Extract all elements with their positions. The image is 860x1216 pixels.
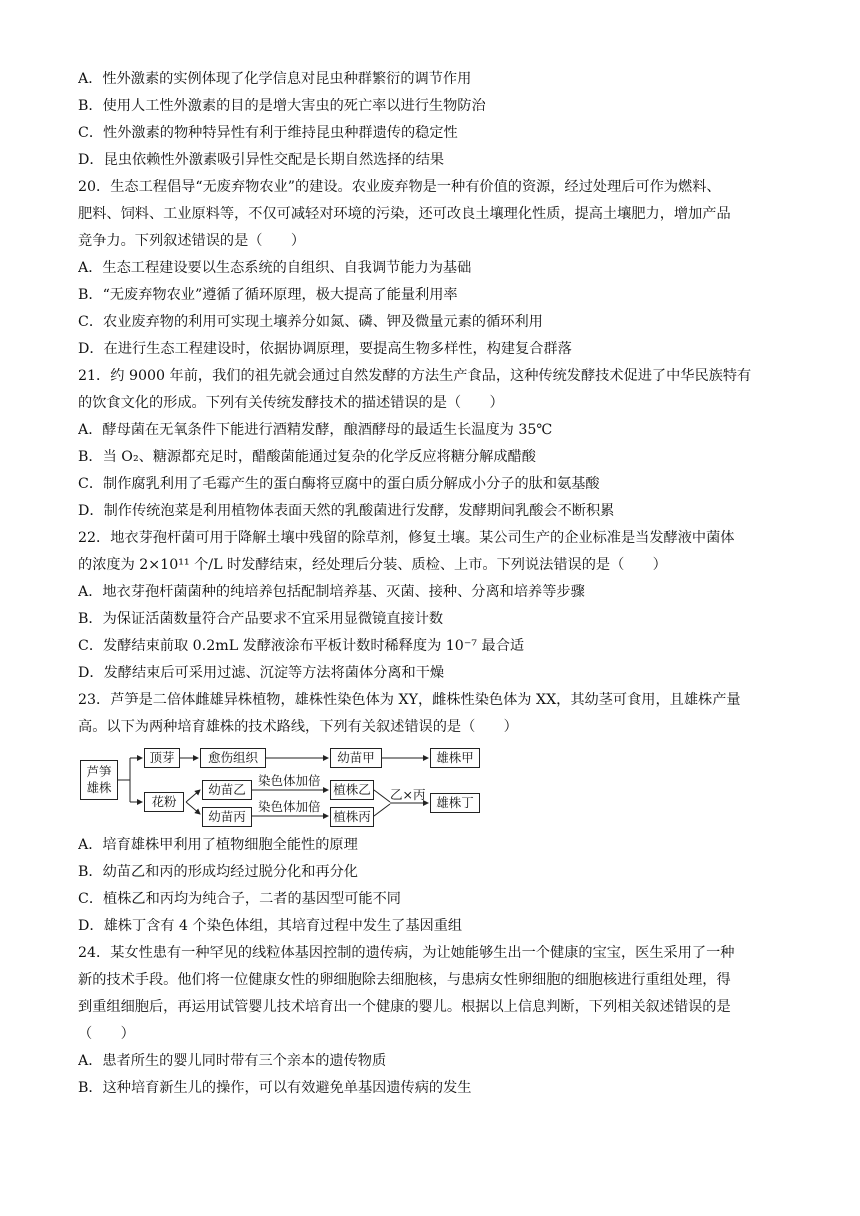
- q21-stem-line: 21．约 9000 年前，我们的祖先就会通过自然发酵的方法生产食品，这种传统发酵技术促进了中华民族特有: [78, 368, 752, 384]
- q20-stem-line: 20．生态工程倡导“无废弃物农业”的建设。农业废弃物是一种有价值的资源，经过处理后可作为燃料、: [78, 179, 721, 195]
- chromosome-doubling-label: 染色体加倍: [258, 773, 321, 788]
- q24-stem-line: （ ）: [78, 1026, 135, 1042]
- q22-option-b: B．为保证活菌数量符合产品要求不宜采用显微镜直接计数: [78, 611, 444, 627]
- q19-option-a: A．性外激素的实例体现了化学信息对昆虫种群繁衍的调节作用: [78, 71, 472, 87]
- q20-option-d: D．在进行生态工程建设时，依据协调原理，要提高生物多样性，构建复合群落: [78, 341, 572, 357]
- seedling-yi-box: 幼苗乙: [202, 780, 252, 800]
- q22-option-c: C．发酵结束前取 0.2mL 发酵液涂布平板计数时稀释度为 10⁻⁷ 最合适: [78, 638, 525, 654]
- q21-option-d: D．制作传统泡菜是利用植物体表面天然的乳酸菌进行发酵，发酵期间乳酸会不断积累: [78, 503, 615, 519]
- breeding-route-diagram: [78, 746, 482, 830]
- q24-stem-line: 到重组细胞后，再运用试管婴儿技术培育出一个健康的婴儿。根据以上信息判断，下列相关叙述错误的是: [78, 999, 731, 1015]
- q20-stem-line: 竞争力。下列叙述错误的是（ ）: [78, 233, 306, 249]
- q22-option-d: D．发酵结束后可采用过滤、沉淀等方法将菌体分离和干燥: [78, 665, 445, 681]
- seedling-jia-box: 幼苗甲: [330, 748, 382, 768]
- plant-bing-box: 植株丙: [330, 807, 374, 827]
- male-jia-box: 雄株甲: [430, 748, 480, 768]
- plant-yi-box: 植株乙: [330, 780, 374, 800]
- q22-stem-line: 22．地衣芽孢杆菌可用于降解土壤中残留的除草剂，修复土壤。某公司生产的企业标准是当发酵液中菌体: [78, 530, 735, 546]
- q23-option-c: C．植株乙和丙均为纯合子，二者的基因型可能不同: [78, 891, 401, 907]
- q24-option-b: B．这种培育新生儿的操作，可以有效避免单基因遗传病的发生: [78, 1080, 472, 1096]
- q24-stem-line: 24．某女性患有一种罕见的线粒体基因控制的遗传病，为让她能够生出一个健康的宝宝，医生采用了一种: [78, 945, 735, 961]
- q19-option-d: D．昆虫依赖性外激素吸引异性交配是长期自然选择的结果: [78, 152, 445, 168]
- q24-option-a: A．患者所生的婴儿同时带有三个亲本的遗传物质: [78, 1053, 387, 1069]
- callus-box: 愈伤组织: [200, 748, 266, 768]
- q24-stem-line: 新的技术手段。他们将一位健康女性的卵细胞除去细胞核，与患病女性卵细胞的细胞核进行重组处理，得: [78, 972, 731, 988]
- q23-option-a: A．培育雄株甲利用了植物细胞全能性的原理: [78, 837, 358, 853]
- q20-option-c: C．农业废弃物的利用可实现土壤养分如氮、磷、钾及微量元素的循环利用: [78, 314, 543, 330]
- q23-option-d: D．雄株丁含有 4 个染色体组，其培育过程中发生了基因重组: [78, 918, 463, 934]
- cross-label: 乙×丙: [390, 787, 426, 802]
- chromosome-doubling-label: 染色体加倍: [258, 799, 321, 814]
- q22-stem-line: 的浓度为 2×10¹¹ 个/L 时发酵结束，经处理后分装、质检、上市。下列说法错误的是（ ）: [78, 557, 667, 573]
- q19-option-c: C．性外激素的物种特异性有利于维持昆虫种群遗传的稳定性: [78, 125, 458, 141]
- q19-option-b: B．使用人工性外激素的目的是增大害虫的死亡率以进行生物防治: [78, 98, 486, 114]
- pollen-box: 花粉: [144, 792, 184, 812]
- q20-option-a: A．生态工程建设要以生态系统的自组织、自我调节能力为基础: [78, 260, 472, 276]
- q20-stem-line: 肥料、饲料、工业原料等，不仅可减轻对环境的污染，还可改良土壤理化性质，提高土壤肥力，增加产品: [78, 206, 731, 222]
- seedling-bing-box: 幼苗丙: [202, 807, 252, 827]
- bud-box: 顶芽: [144, 748, 180, 768]
- q22-option-a: A．地衣芽孢杆菌菌种的纯培养包括配制培养基、灭菌、接种、分离和培养等步骤: [78, 584, 585, 600]
- male-ding-box: 雄株丁: [430, 793, 480, 813]
- source-male-plant-box: 芦笋 雄株: [80, 760, 118, 800]
- q23-stem-line: 高。以下为两种培育雄株的技术路线，下列有关叙述错误的是（ ）: [78, 719, 518, 735]
- q20-option-b: B．“无废弃物农业”遵循了循环原理，极大提高了能量利用率: [78, 287, 458, 303]
- q21-option-c: C．制作腐乳利用了毛霉产生的蛋白酶将豆腐中的蛋白质分解成小分子的肽和氨基酸: [78, 476, 600, 492]
- q23-option-b: B．幼苗乙和丙的形成均经过脱分化和再分化: [78, 864, 358, 880]
- q21-stem-line: 的饮食文化的形成。下列有关传统发酵技术的描述错误的是（ ）: [78, 395, 504, 411]
- q23-stem-line: 23．芦笋是二倍体雌雄异株植物，雄株性染色体为 XY，雌株性染色体为 XX，其幼茎可食用，且雄株产量: [78, 692, 741, 708]
- q21-option-a: A．酵母菌在无氧条件下能进行酒精发酵，酿酒酵母的最适生长温度为 35℃: [78, 422, 553, 438]
- q21-option-b: B．当 O₂、糖源都充足时，醋酸菌能通过复杂的化学反应将糖分解成醋酸: [78, 449, 536, 465]
